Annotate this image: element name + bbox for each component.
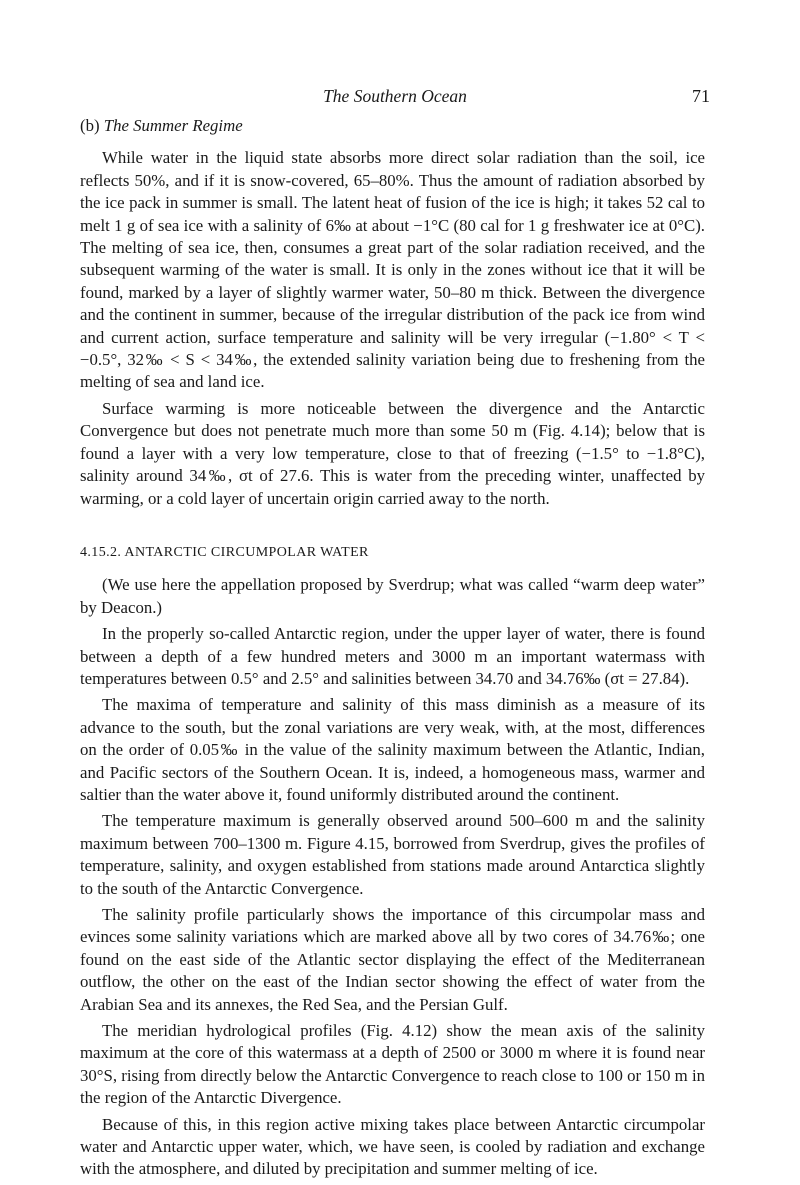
paragraph: The meridian hydrological profiles (Fig. 4.12) show the mean axis of the salinity maximum at the core of this watermass at a depth of 2500 or 3000 m where it is found near 30°S, rising from directly below the Antarctic Convergence to reach close to 100 or 150 m in the region of the Antarctic Divergence.	[80, 1021, 705, 1108]
paragraph: (We use here the appellation proposed by Sverdrup; what was called “warm deep water” by Deacon.)	[80, 575, 705, 617]
subsection-label: (b)	[80, 116, 104, 135]
running-header	[80, 86, 710, 112]
subsection-title: The Summer Regime	[103, 116, 243, 135]
subsection-heading	[80, 115, 705, 137]
running-title: The Southern Ocean	[323, 86, 467, 106]
paragraph: The maxima of temperature and salinity of this mass diminish as a measure of its advance to the south, but the zonal variations are very weak, with, at the most, differences on the order of 0.05‰ in the value of the salinity maximum between the Atlantic, Indian, and Pacific sectors of the Southern Ocean. It is, indeed, a homogeneous mass, warmer and saltier than the water above it, found uniformly distributed around the continent.	[80, 695, 705, 804]
paragraph: The temperature maximum is generally observed around 500–600 m and the salinity maximum between 700–1300 m. Figure 4.15, borrowed from Sverdrup, gives the profiles of temperature, salinity, and oxygen established from stations made around Antarctica slightly to the south of the Antarctic Convergence.	[80, 811, 705, 898]
page-number: 71	[692, 86, 710, 106]
paragraph: While water in the liquid state absorbs more direct solar radiation than the soil, ice reflects 50%, and if it is snow-covered, 65–80%. Thus the amount of radiation absorbed by the ice pack in summer is small. The latent heat of fusion of the ice is high; it takes 52 cal to melt 1 g of sea ice with a salinity of 6‰ at about −1°C (80 cal for 1 g freshwater ice at 0°C). The melting of sea ice, then, consumes a great part of the solar radiation received, and the subsequent warming of the water is small. It is only in the zones without ice that it will be found, marked by a layer of slightly warmer water, 50–80 m thick. Between the divergence and the continent in summer, because of the irregular distribution of the pack ice from wind and current action, surface temperature and salinity will be very irregular (−1.80° < T < −0.5°, 32‰ < S < 34‰, the extended salinity variation being due to freshening from the melting of sea and land ice.	[80, 148, 705, 392]
page-body	[80, 115, 705, 1185]
paragraph: In the properly so-called Antarctic region, under the upper layer of water, there is found between a depth of a few hundred meters and 3000 m an important watermass with temperatures between 0.5° and 2.5° and salinities between 34.70 and 34.76‰ (σt = 27.84).	[80, 624, 705, 688]
section-heading: 4.15.2. ANTARCTIC CIRCUMPOLAR WATER	[80, 544, 369, 560]
paragraph: Because of this, in this region active mixing takes place between Antarctic circumpolar water and Antarctic upper water, which, we have seen, is cooled by radiation and exchange with the atmosphere, and diluted by precipitation and summer melting of ice.	[80, 1114, 705, 1179]
paragraph: Surface warming is more noticeable between the divergence and the Antarctic Convergence but does not penetrate much more than some 50 m (Fig. 4.14); below that is found a layer with a very low temperature, close to that of freezing (−1.5° to −1.8°C), salinity around 34‰, σt of 27.6. This is water from the preceding winter, unaffected by warming, or a cold layer of uncertain origin carried away to the north.	[80, 398, 705, 508]
paragraph: The salinity profile particularly shows the importance of this circumpolar mass and evinces some salinity variations which are marked above all by two cores of 34.76‰; one found on the east side of the Atlantic sector displaying the effect of the Mediterranean outflow, the other on the east of the Indian sector showing the effect of water from the Arabian Sea and its annexes, the Red Sea, and the Persian Gulf.	[80, 905, 705, 1014]
